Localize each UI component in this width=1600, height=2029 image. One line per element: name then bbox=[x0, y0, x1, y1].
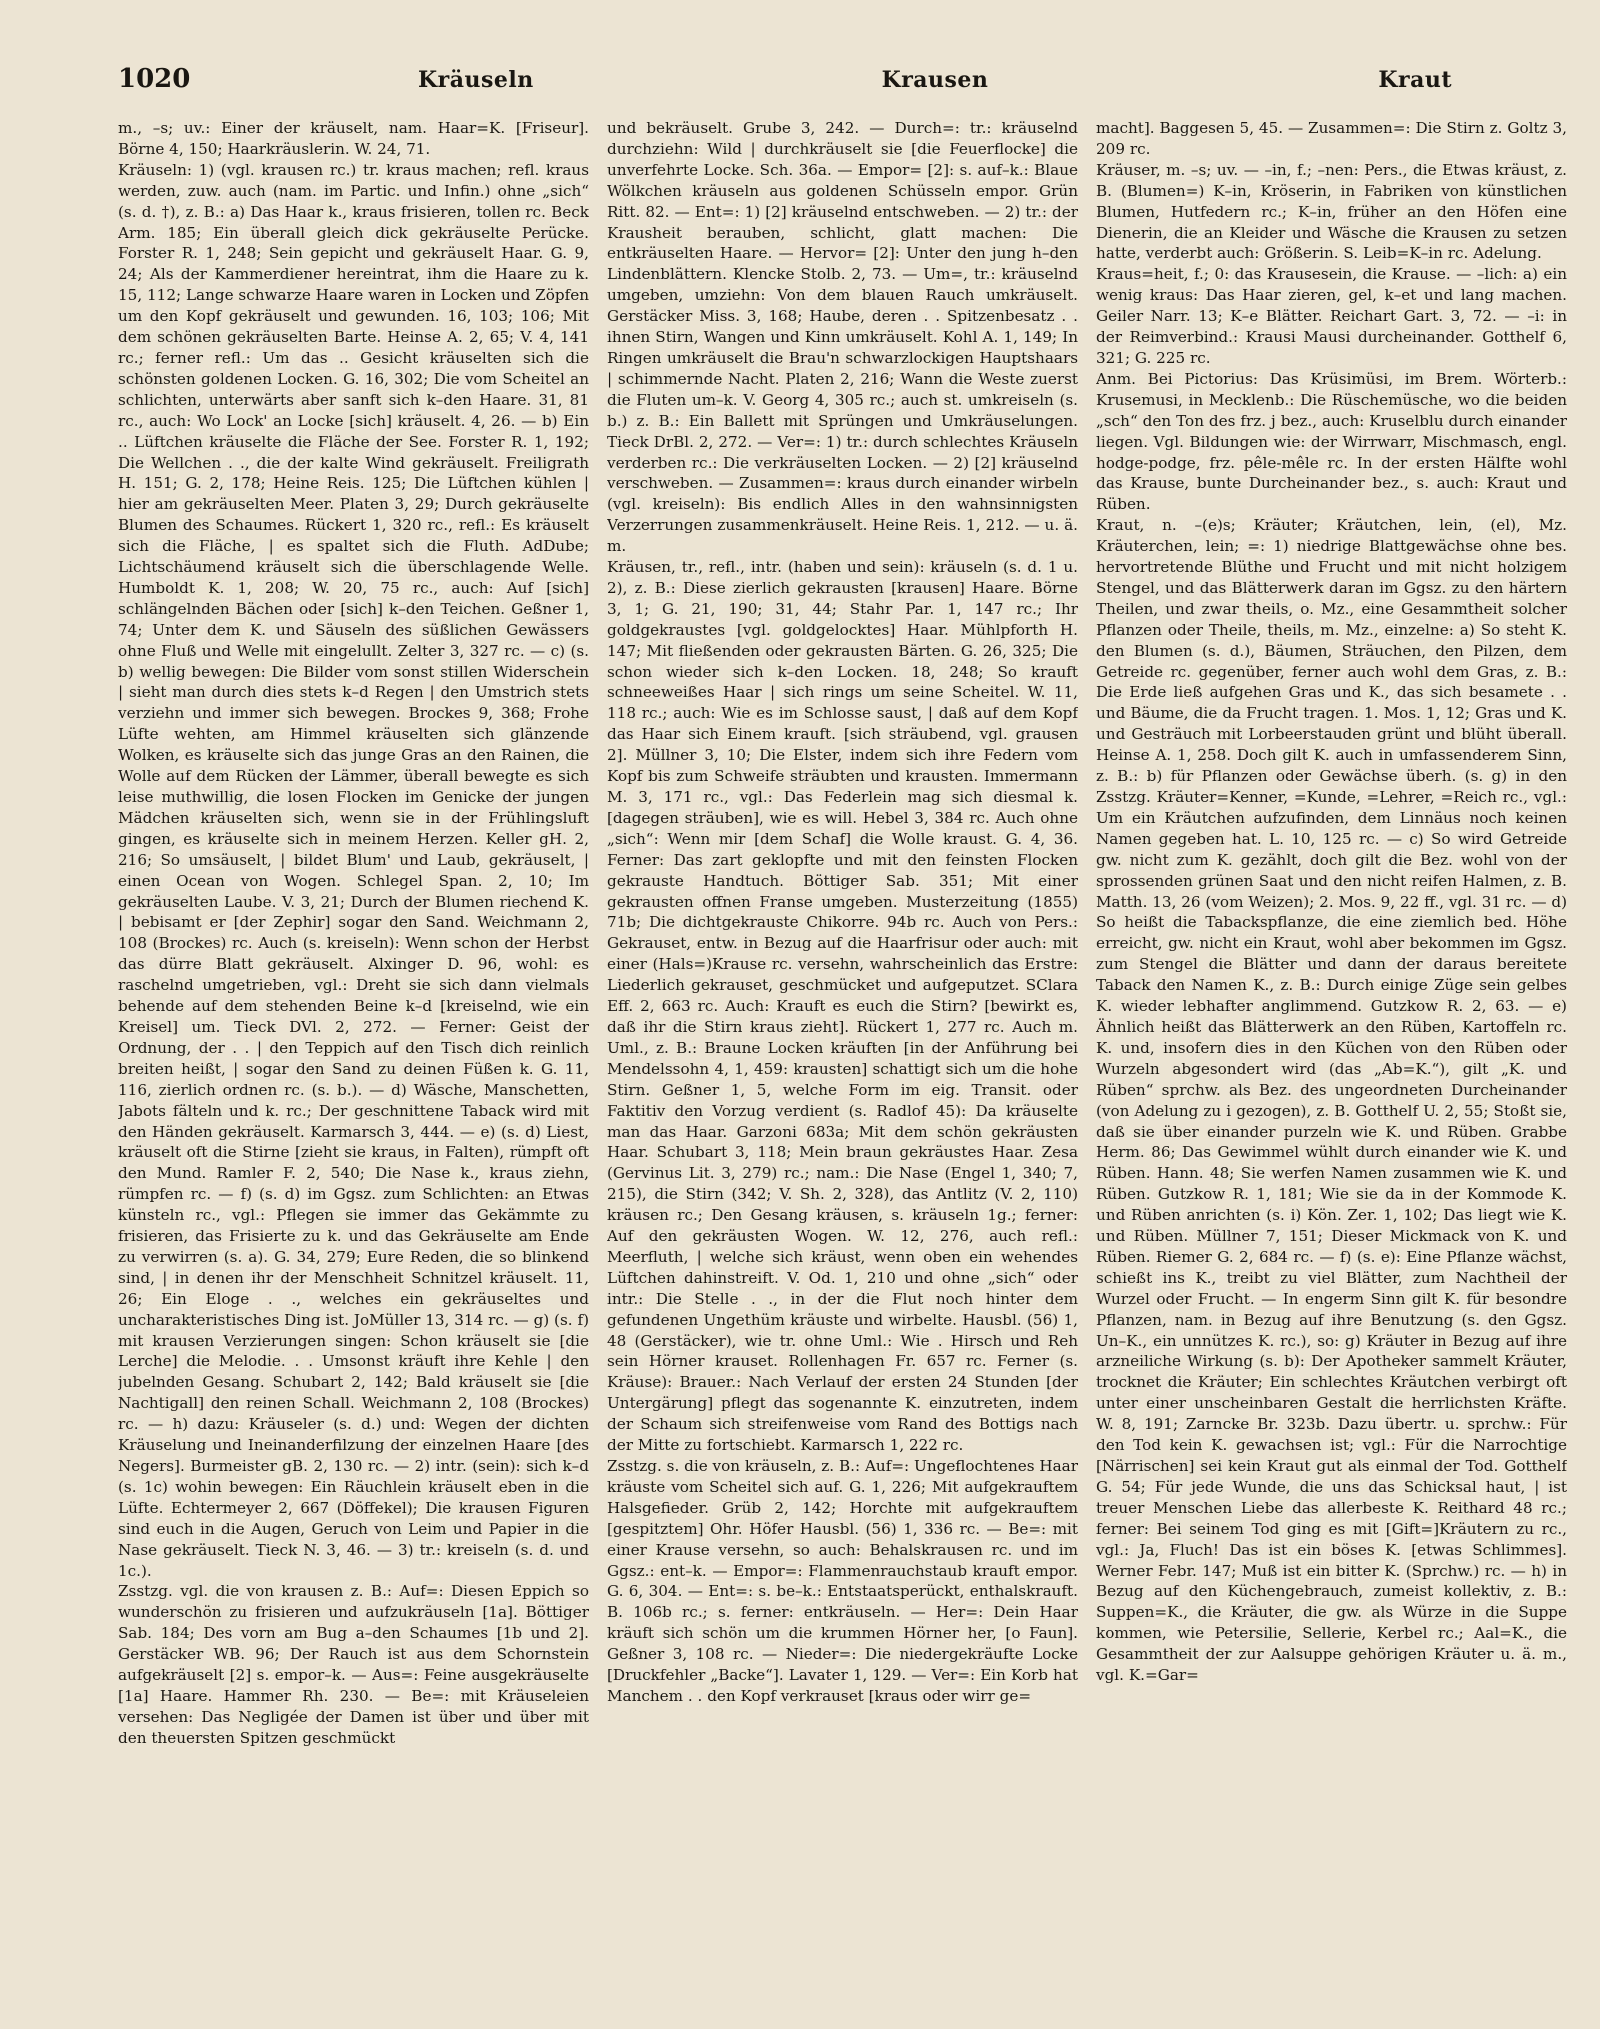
entry-paragraph: Anm. Bei Pictorius: Das Krüsimüsi, im Brem. Wörterb.: Krusemusi, in Mecklenb.: Die Rüschemüsche, wo die beiden „sch“ den Ton des frz. j bez., auch: Kruselblu durch einander liegen. Vgl. Bildungen wie: der Wirrwarr, Mischmasch, engl. hodge-podge, frz. pêle-mêle rc. In der ersten Hälfte wohl das Krause, bunte Durcheinander bez., s. auch: Kraut und Rüben. bbox=[1096, 369, 1567, 514]
page-header bbox=[118, 64, 1482, 104]
right-running-head: Kraut bbox=[1378, 67, 1452, 93]
page-number: 1020 bbox=[118, 64, 191, 94]
entry-paragraph: Kräuseln: 1) (vgl. krausen rc.) tr. kraus machen; refl. kraus werden, zuw. auch (nam. im Partic. und Infin.) ohne „sich“ (s. d. †), z. B.: a) Das Haar k., kraus frisieren, tollen rc. Beck Arm. 185; Ein überall gleich dick gekräuselte Perücke. Forster R. 1, 248; Sein gepicht und gekräuselt Haar. G. 9, 24; Als der Kammerdiener hereintrat, ihm die Haare zu k. 15, 112; Lange schwarze Haare waren in Locken und Zöpfen um den Kopf gekräuselt und gewunden. 16, 103; 106; Mit dem schönen gekräuselten Barte. Heinse A. 2, 65; V. 4, 141 rc.; ferner refl.: Um das .. Gesicht kräuselten sich die schönsten goldenen Locken. G. 16, 302; Die vom Scheitel an schlichten, unterwärts aber sanft sich k–den Haare. 31, 81 rc., auch: Wo Lock' an Locke [sich] kräuselt. 4, 26. — b) Ein .. Lüftchen kräuselte die Fläche der See. Forster R. 1, 192; Die Wellchen . ., die der kalte Wind gekräuselt. Freiligrath H. 151; G. 2, 178; Heine Reis. 125; Die Lüftchen kühlen | hier am gekräuselten Meer. Platen 3, 29; Durch gekräuselte Blumen des Schaumes. Rückert 1, 320 rc., refl.: Es kräuselt sich die Fläche, | es spaltet sich die Fluth. AdDube; Lichtschäumend kräuselt sich die überschlagende Welle. Humboldt K. 1, 208; W. 20, 75 rc., auch: Auf [sich] schlängelnden Bächen oder [sich] k–den Teichen. Geßner 1, 74; Unter dem K. und Säuseln des süßlichen Gewässers ohne Fluß und Welle mit eingelullt. Zelter 3, 327 rc. — c) (s. b) wellig bewegen: Die Bilder vom sonst stillen Widerschein | sieht man durch dies stets k–d Regen | den Umstrich stets verziehn und immer sich bewegen. Brockes 9, 368; Frohe Lüfte wehten, am Himmel kräuselten sich glänzende Wolken, es kräuselte sich das junge Gras an den Rainen, die Wolle auf dem Rücken der Lämmer, überall bewegte es sich leise muthwillig, die losen Flocken im Genicke der jungen Mädchen kräuselten sich, wenn sie in der Frühlingsluft gingen, es kräuselte sich in meinem Herzen. Keller gH. 2, 216; So umsäuselt, | bildet Blum' und Laub, gekräuselt, | einen Ocean von Wogen. Schlegel Span. 2, 10; Im gekräuselten Laube. V. 3, 21; Durch der Blumen riechend K. | bebisamt er [der Zephir] sogar den Sand. Weichmann 2, 108 (Brockes) rc. Auch (s. kreiseln): Wenn schon der Herbst das dürre Blatt gekräuselt. Alxinger D. 96, wohl: es raschelnd umgetrieben, vgl.: Dreht sie sich dann vielmals behende auf dem stehenden Beine k–d [kreiselnd, wie ein Kreisel] um. Tieck DVl. 2, 272. — Ferner: Geist der Ordnung, der . . | den Teppich auf den Tisch dich reinlich breiten heißt, | sogar den Sand zu deinen Füßen k. G. 11, 116, zierlich ordnen rc. (s. b.). — d) Wäsche, Manschetten, Jabots fälteln und k. rc.; Der geschnittene Taback wird mit den Händen gekräuselt. Karmarsch 3, 444. — e) (s. d) Liest, kräuselt oft die Stirne [zieht sie kraus, in Falten), rümpft oft den Mund. Ramler F. 2, 540; Die Nase k., kraus ziehn, rümpfen rc. — f) (s. d) im Ggsz. zum Schlichten: an Etwas künsteln rc., vgl.: Pflegen sie immer das Gekämmte zu frisieren, das Frisierte zu k. und das Gekräuselte am Ende zu verwirren (s. a). G. 34, 279; Eure Reden, die so blinkend sind, | in denen ihr der Menschheit Schnitzel kräuselt. 11, 26; Ein Eloge . ., welches ein gekräuseltes und uncharakteristisches Ding ist. JoMüller 13, 314 rc. — g) (s. f) mit krausen Verzierungen singen: Schon kräuselt sie [die Lerche] die Melodie. . . Umsonst kräuft ihre Kehle | den jubelnden Gesang. Schubart 2, 142; Bald kräuselt sie [die Nachtigall] den reinen Schall. Weichmann 2, 108 (Brockes) rc. — h) dazu: Kräuseler (s. d.) und: Wegen der dichten Kräuselung und Ineinanderfilzung der einzelnen Haare [des Negers]. Burmeister gB. 2, 130 rc. — 2) intr. (sein): sich k–d (s. 1c) wohin bewegen: Ein Räuchlein kräuselt eben in die Lüfte. Echtermeyer 2, 667 (Döffekel); Die krausen Figuren sind euch in die Augen, Geruch von Leim und Papier in die Nase gekräuselt. Tieck N. 3, 46. — 3) tr.: kreiseln (s. d. und 1c.). bbox=[118, 160, 589, 1580]
entry-paragraph: macht]. Baggesen 5, 45. — Zusammen=: Die Stirn z. Goltz 3, 209 rc. bbox=[1096, 119, 1567, 158]
column-2 bbox=[607, 118, 1078, 2008]
entry-paragraph: Kräusen, tr., refl., intr. (haben und sein): kräuseln (s. d. 1 u. 2), z. B.: Diese zierlich gekrausten [krausen] Haare. Börne 3, 1; G. 21, 190; 31, 44; Stahr Par. 1, 147 rc.; Ihr goldgekraustes [vgl. goldgelocktes] Haar. Mühlpforth H. 147; Mit fließenden oder gekrausten Bärten. G. 26, 325; Die schon wieder sich k–den Locken. 18, 248; So krauft schneeweißes Haar | sich rings um seine Scheitel. W. 11, 118 rc.; auch: Wie es im Schlosse saust, | daß auf dem Kopf das Haar sich Einem krauft. [sich sträubend, vgl. grausen 2]. Müllner 3, 10; Die Elster, indem sich ihre Federn vom Kopf bis zum Schweife sträubten und krausten. Immermann M. 3, 171 rc., vgl.: Das Federlein mag sich diesmal k. [dagegen sträuben], wie es will. Hebel 3, 384 rc. Auch ohne „sich“: Wenn mir [dem Schaf] die Wolle kraust. G. 4, 36. Ferner: Das zart geklopfte und mit den feinsten Flocken gekrauste Handtuch. Böttiger Sab. 351; Mit einer gekrausten offnen Franse umgeben. Musterzeitung (1855) 71b; Die dichtgekrauste Chikorre. 94b rc. Auch von Pers.: Gekrauset, entw. in Bezug auf die Haarfrisur oder auch: mit einer (Hals=)Krause rc. versehn, wahrscheinlich das Erstre: Liederlich gekrauset, geschmücket und aufgeputzet. SClara Eff. 2, 663 rc. Auch: Krauft es euch die Stirn? [bewirkt es, daß ihr die Stirn kraus zieht]. Rückert 1, 277 rc. Auch m. Uml., z. B.: Braune Locken kräuften [in der Anführung bei Mendelssohn 4, 1, 459: krausten] schattigt sich um die hohe Stirn. Geßner 1, 5, welche Form im eig. Transit. oder Faktitiv den Vorzug verdient (s. Radlof 45): Da kräuselte man das Haar. Garzoni 683a; Mit dem schön gekräusten Haar. Schubart 3, 118; Mein braun gekräustes Haar. Zesa (Gervinus Lit. 3, 279) rc.; nam.: Die Nase (Engel 1, 340; 7, 215), die Stirn (342; V. Sh. 2, 328), das Antlitz (V. 2, 110) kräusen rc.; Den Gesang kräusen, s. kräuseln 1g.; ferner: Auf den gekräusten Wogen. W. 12, 276, auch refl.: Meerfluth, | welche sich kräust, wenn oben ein wehendes Lüftchen dahinstreift. V. Od. 1, 210 und ohne „sich“ oder intr.: Die Stelle . ., in der die Flut noch hinter dem gefundenen Ungethüm kräuste und wirbelte. Hausbl. (56) 1, 48 (Gerstäcker), wie tr. ohne Uml.: Wie . Hirsch und Reh sein Hörner krauset. Rollenhagen Fr. 657 rc. Ferner (s. Kräuse): Brauer.: Nach Verlauf der ersten 24 Stunden [der Untergärung] pflegt das sogenannte K. einzutreten, indem der Schaum sich streifenweise vom Rand des Bottigs nach der Mitte zu fortschiebt. Karmarsch 1, 222 rc. bbox=[607, 558, 1078, 1455]
text-columns bbox=[118, 118, 1568, 2008]
entry-paragraph: Kraus=heit, f.; 0: das Krausesein, die Krause. — –lich: a) ein wenig kraus: Das Haar zieren, gel, k–et und lang machen. Geiler Narr. 13; K–e Blätter. Reichart Gart. 3, 72. — –i: in der Reimverbind.: Krausi Mausi durcheinander. Gotthelf 6, 321; G. 225 rc. bbox=[1096, 265, 1567, 367]
entry-paragraph: Zsstzg. s. die von kräuseln, z. B.: Auf=: Ungeflochtenes Haar kräuste vom Scheitel sich auf. G. 1, 226; Mit aufgekrauftem Halsgefieder. Grüb 2, 142; Horchte mit aufgekrauftem [gespitztem] Ohr. Höfer Hausbl. (56) 1, 336 rc. — Be=: mit einer Krause versehn, so auch: Behalskrausen rc. und im Ggsz.: ent–k. — Empor=: Flammenrauchstaub krauft empor. G. 6, 304. — Ent=: s. be–k.: Entstaatsperückt, enthalskrauft. B. 106b rc.; s. ferner: entkräuseln. — Her=: Dein Haar kräuft sich schön um die krummen Hörner her, [o Faun]. Geßner 3, 108 rc. — Nieder=: Die niedergekräufte Locke [Druckfehler „Backe“]. Lavater 1, 129. — Ver=: Ein Korb hat Manchem . . den Kopf verkrauset [kraus oder wirr ge= bbox=[607, 1457, 1078, 1705]
entry-paragraph: Kräuser, m. –s; uv. — –in, f.; –nen: Pers., die Etwas kräust, z. B. (Blumen=) K–in, Kröserin, in Fabriken von künstlichen Blumen, Hutfedern rc.; K–in, früher an den Höfen eine Dienerin, die an Kleider und Wäsche die Krausen zu setzen hatte, verderbt auch: Größerin. S. Leib=K–in rc. Adelung. bbox=[1096, 160, 1567, 263]
entry-paragraph: und bekräuselt. Grube 3, 242. — Durch=: tr.: kräuselnd durchziehn: Wild | durchkräuselt sie [die Feuerflocke] die unverfehrte Locke. Sch. 36a. — Empor= [2]: s. auf–k.: Blaue Wölkchen kräuseln aus goldenen Schüsseln empor. Grün Ritt. 82. — Ent=: 1) [2] kräuselnd entschweben. — 2) tr.: der Krausheit berauben, schlicht, glatt machen: Die entkräuselten Haare. — Hervor= [2]: Unter den jung h–den Lindenblättern. Klencke Stolb. 2, 73. — Um=, tr.: kräuselnd umgeben, umziehn: Von dem blauen Rauch umkräuselt. Gerstäcker Miss. 3, 168; Haube, deren . . Spitzenbesatz . . ihnen Stirn, Wangen und Kinn umkräuselt. Kohl A. 1, 149; In Ringen umkräuselt die Brau'n schwarzlockigen Hauptshaars | schimmernde Nacht. Platen 2, 216; Wann die Weste zuerst die Fluten um–k. V. Georg 4, 305 rc.; auch st. umkreiseln (s. b.) z. B.: Ein Ballett mit Sprüngen und Umkräuselungen. Tieck DrBl. 2, 272. — Ver=: 1) tr.: durch schlechtes Kräuseln verderben rc.: Die verkräuselten Locken. — 2) [2] kräuselnd verschweben. — Zusammen=: kraus durch einander wirbeln (vgl. kreiseln): Bis endlich Alles in den wahnsinnigsten Verzerrungen zusammenkräuselt. Heine Reis. 1, 212. — u. ä. m. bbox=[607, 119, 1078, 556]
left-running-head: Kräuseln bbox=[418, 67, 534, 93]
center-running-head: Krausen bbox=[881, 67, 989, 93]
column-1 bbox=[118, 118, 589, 2008]
entry-paragraph: Kraut, n. –(e)s; Kräuter; Kräutchen, lein, (el), Mz. Kräuterchen, lein; =: 1) niedrige Blattgewächse ohne bes. hervortretende Blüthe und Frucht und mit nicht holzigem Stengel, und das Blätterwerk daran im Ggsz. zu den härtern Theilen, und zwar theils, o. Mz., eine Gesammtheit solcher Pflanzen oder Theile, theils, m. Mz., einzelne: a) So steht K. den Blumen (s. d.), Bäumen, Sträuchen, den Pilzen, dem Getreide rc. gegenüber, ferner auch wohl dem Gras, z. B.: Die Erde ließ aufgehen Gras und K., das sich besamete . . und Bäume, die da Frucht tragen. 1. Mos. 1, 12; Gras und K. und Gesträuch mit Lorbeerstauden grünt und blüht überall. Heinse A. 1, 258. Doch gilt K. auch in umfassenderem Sinn, z. B.: b) für Pflanzen oder Gewächse überh. (s. g) in den Zsstzg. Kräuter=Kenner, =Kunde, =Lehrer, =Reich rc., vgl.: Um ein Kräutchen aufzufinden, dem Linnäus noch keinen Namen gegeben hat. L. 10, 125 rc. — c) So wird Getreide gw. nicht zum K. gezählt, doch gilt die Bez. wohl von der sprossenden grünen Saat und den nicht reifen Halmen, z. B. Matth. 13, 26 (vom Weizen); 2. Mos. 9, 22 ff., vgl. 31 rc. — d) So heißt die Tabackspflanze, die eine ziemlich bed. Höhe erreicht, gw. nicht ein Kraut, wohl aber bekommen im Ggsz. zum Stengel die Blätter und dann der daraus bereitete Taback den Namen K., z. B.: Durch einige Züge sein gelbes K. wieder lebhafter anglimmend. Gutzkow R. 2, 63. — e) Ähnlich heißt das Blätterwerk an den Rüben, Kartoffeln rc. K. und, insofern dies in den Küchen von den Rüben oder Wurzeln abgesondert wird (das „Ab=K.“), gilt „K. und Rüben“ sprchw. als Bez. des ungeordneten Durcheinander (von Adelung zu i gezogen), z. B. Gotthelf U. 2, 55; Stoßt sie, daß sie über einander purzeln wie K. und Rüben. Grabbe Herm. 86; Das Gewimmel wühlt durch einander wie K. und Rüben. Hann. 48; Sie werfen Namen zusammen wie K. und Rüben. Gutzkow R. 1, 181; Wie sie da in der Kommode K. und Rüben anrichten (s. i) Kön. Zer. 1, 102; Das liegt wie K. und Rüben. Müllner 7, 151; Dieser Mickmack von K. und Rüben. Riemer G. 2, 684 rc. — f) (s. e): Eine Pflanze wächst, schießt ins K., treibt zu viel Blätter, zum Nachtheil der Wurzel oder Frucht. — In engerm Sinn gilt K. für besondre Pflanzen, nam. in Bezug auf ihre Benutzung (s. den Ggsz. Un–K., ein unnützes K. rc.), so: g) Kräuter in Bezug auf ihre arzneiliche Wirkung (s. b): Der Apotheker sammelt Kräuter, trocknet die Kräuter; Ein schlechtes Kräutchen verbirgt oft unter einer unscheinbaren Gestalt die herrlichsten Kräfte. W. 8, 191; Zarncke Br. 323b. Dazu übertr. u. sprchw.: Für den Tod kein K. gewachsen ist; vgl.: Für die Narrochtige [Närrischen] sei kein Kraut gut als einmal der Tod. Gotthelf G. 54; Für jede Wunde, die uns das Schicksal haut, | ist treuer Menschen Liebe das allerbeste K. Reithard 48 rc.; ferner: Bei seinem Tod ging es mit [Gift=]Kräutern zu rc., vgl.: Ja, Fluch! Das ist ein böses K. [etwas Schlimmes]. Werner Febr. 147; Muß ist ein bitter K. (Sprchw.) rc. — h) in Bezug auf den Küchengebrauch, zumeist kollektiv, z. B.: Suppen=K., die Kräuter, die gw. als Würze in die Suppe kommen, wie Petersilie, Sellerie, Kerbel rc.; Aal=K., die Gesammtheit der zur Aalsuppe gehörigen Kräuter u. ä. m., vgl. K.=Gar= bbox=[1096, 516, 1567, 1685]
entry-paragraph: m., –s; uv.: Einer der kräuselt, nam. Haar=K. [Friseur]. Börne 4, 150; Haarkräuslerin. W. 24, 71. bbox=[118, 119, 589, 158]
entry-paragraph: Zsstzg. vgl. die von krausen z. B.: Auf=: Diesen Eppich so wunderschön zu frisieren und aufzukräuseln [1a]. Böttiger Sab. 184; Des vorn am Bug a–den Schaumes [1b und 2]. Gerstäcker WB. 96; Der Rauch ist aus dem Schornstein aufgekräuselt [2] s. empor–k. — Aus=: Feine ausgekräuselte [1a] Haare. Hammer Rh. 230. — Be=: mit Kräuseleien versehen: Das Negligée der Damen ist über und über mit den theuersten Spitzen geschmückt bbox=[118, 1582, 589, 1747]
column-3 bbox=[1096, 118, 1567, 2008]
